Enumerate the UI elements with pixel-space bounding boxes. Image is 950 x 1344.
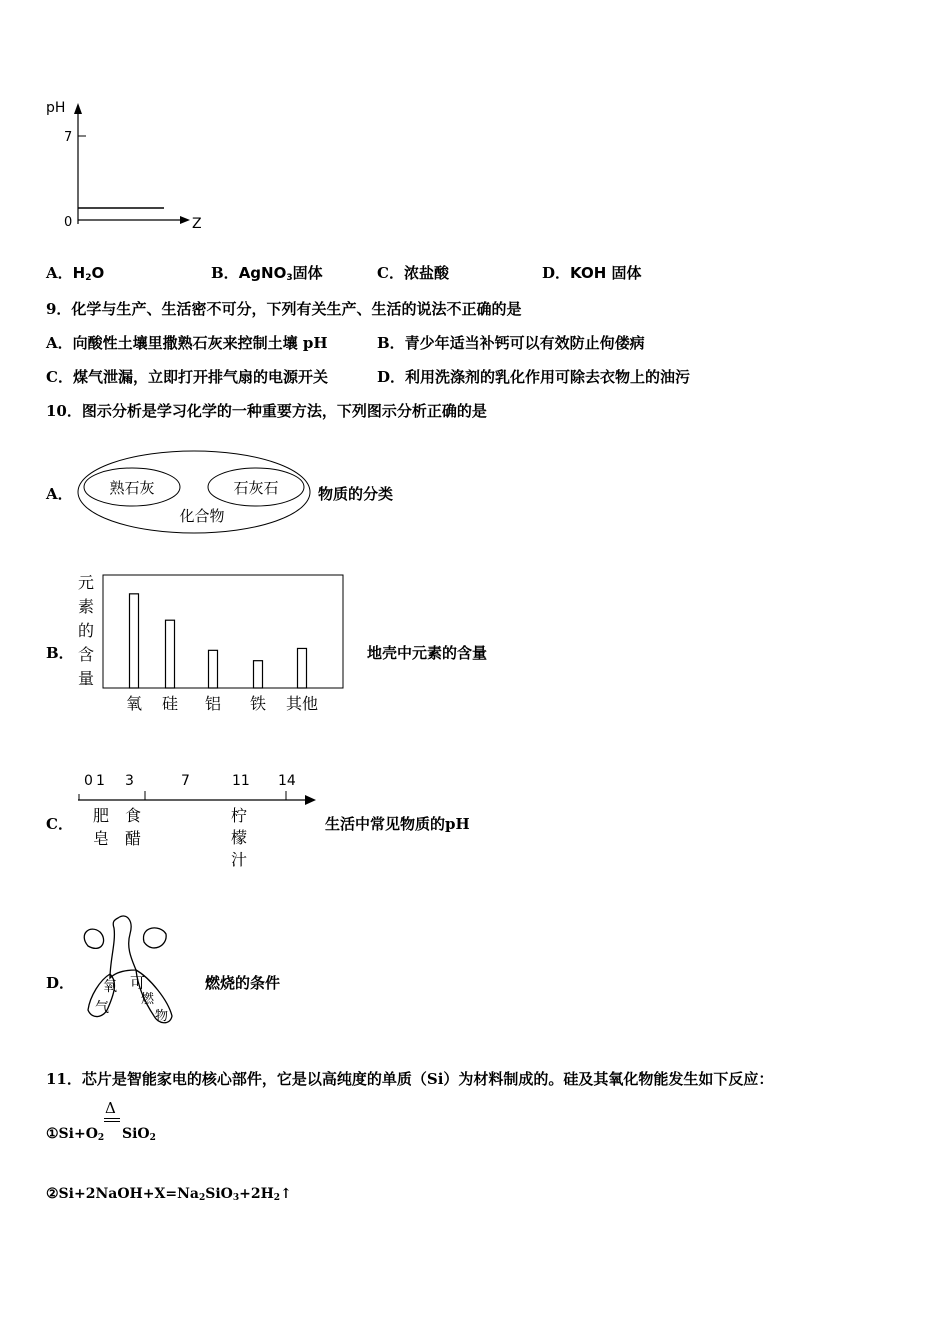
z-axis-label: Z xyxy=(192,216,202,232)
ph-graph xyxy=(40,98,220,238)
y-axis-label-char-5: 量 xyxy=(78,669,95,688)
y-axis-label-char-4: 含 xyxy=(78,645,95,664)
q10-option-a-caption: 物质的分类 xyxy=(318,485,394,503)
oval-limestone: 石灰石 xyxy=(233,479,279,497)
y-axis-label-char-3: 的 xyxy=(78,621,95,640)
q10-option-c-letter[interactable]: C． xyxy=(46,815,73,833)
fire-triangle-diagram xyxy=(74,912,184,1030)
reaction-1-product: SiO$_2$ xyxy=(122,1126,156,1143)
category-label-5: 其他 xyxy=(285,694,319,713)
q10-option-b-caption: 地壳中元素的含量 xyxy=(367,644,488,662)
ph-tick-7: 7 xyxy=(181,773,190,789)
ph-tick-11: 11 xyxy=(232,773,250,789)
svg-text:醋: 醋 xyxy=(125,829,142,848)
ph-tick-7: 7 xyxy=(64,130,73,145)
svg-text:柠: 柠 xyxy=(231,806,248,825)
q10-stem: 10．图示分析是学习化学的一种重要方法，下列图示分析正确的是 xyxy=(46,402,487,420)
svg-text:汁: 汁 xyxy=(231,850,248,869)
leaf-fuel-2: 物 xyxy=(155,1009,169,1024)
svg-text:食: 食 xyxy=(125,806,142,825)
q10-option-b-letter[interactable]: B． xyxy=(46,644,74,662)
ph-origin: 0 xyxy=(64,215,73,230)
svg-text:皂: 皂 xyxy=(93,829,110,848)
category-label-1: 氧 xyxy=(125,694,143,713)
q9-option-a[interactable]: A．向酸性土壤里撒熟石灰来控制土壤 pH xyxy=(46,334,328,352)
q8-option-d[interactable]: D．KOH 固体 xyxy=(542,264,642,282)
label-ke: 可 xyxy=(130,974,146,992)
label-soap xyxy=(93,806,109,848)
category-label-2: 硅 xyxy=(161,694,179,713)
reaction-equals-bottom xyxy=(104,1121,120,1122)
bar-4 xyxy=(254,661,263,688)
y-axis-label-char-1: 元 xyxy=(78,573,95,592)
y-axis-label-char-2: 素 xyxy=(78,597,95,616)
svg-text:檬: 檬 xyxy=(231,828,248,847)
q11-stem: 11．芯片是智能家电的核心部件，它是以高纯度的单质（Si）为材料制成的。硅及其氧化物能发生如下反应： xyxy=(46,1070,774,1088)
category-label-3: 铝 xyxy=(204,694,222,713)
ph-tick-1: 1 xyxy=(96,773,105,789)
oval-compound: 化合物 xyxy=(179,507,225,525)
element-abundance-chart xyxy=(70,566,360,716)
q9-option-c[interactable]: C．煤气泄漏，立即打开排气扇的电源开关 xyxy=(46,368,328,386)
q8-option-a[interactable]: A．$H_2O$ xyxy=(46,264,105,283)
ph-tick-14: 14 xyxy=(278,773,296,789)
bar-1 xyxy=(130,594,139,688)
bar-2 xyxy=(166,620,175,688)
classification-diagram xyxy=(74,448,319,536)
label-lemon-juice xyxy=(231,806,247,869)
label-vinegar xyxy=(125,806,141,848)
heat-condition: Δ xyxy=(105,1099,116,1117)
ph-tick-3: 3 xyxy=(125,773,134,789)
bar-3 xyxy=(209,650,218,688)
reaction-2: $②Si+2NaOH+X=Na_2SiO_3+2H_2↑$ xyxy=(46,1186,292,1203)
q9-option-b[interactable]: B．青少年适当补钙可以有效防止佝偻病 xyxy=(377,334,645,352)
ph-axis-label: pH xyxy=(46,100,66,116)
q9-stem: 9．化学与生产、生活密不可分，下列有关生产、生活的说法不正确的是 xyxy=(46,300,522,318)
leaf-fuel-1: 燃 xyxy=(141,992,155,1007)
q10-option-a-letter[interactable]: A． xyxy=(46,485,73,503)
q9-option-d[interactable]: D．利用洗涤剂的乳化作用可除去衣物上的油污 xyxy=(377,368,691,386)
bar-5 xyxy=(298,648,307,688)
leaf-oxygen-2: 气 xyxy=(95,1000,109,1016)
q10-option-c-caption: 生活中常见物质的pH xyxy=(325,815,470,833)
q8-option-c[interactable]: C．浓盐酸 xyxy=(377,264,449,282)
q10-option-d-caption: 燃烧的条件 xyxy=(205,974,281,992)
svg-text:肥: 肥 xyxy=(93,806,110,825)
q8-option-b[interactable]: B．AgNO$_3$固体 xyxy=(211,264,323,283)
q10-option-d-letter[interactable]: D． xyxy=(46,974,75,992)
reaction-1: $①Si+O_2$ xyxy=(46,1126,105,1143)
leaf-oxygen-1: 氧 xyxy=(103,979,117,995)
category-label-4: 铁 xyxy=(249,694,267,713)
oval-slaked-lime: 熟石灰 xyxy=(109,479,155,497)
reaction-equals-top xyxy=(104,1118,120,1119)
ph-tick-0: 0 xyxy=(84,773,93,789)
ph-scale-diagram xyxy=(70,768,320,874)
